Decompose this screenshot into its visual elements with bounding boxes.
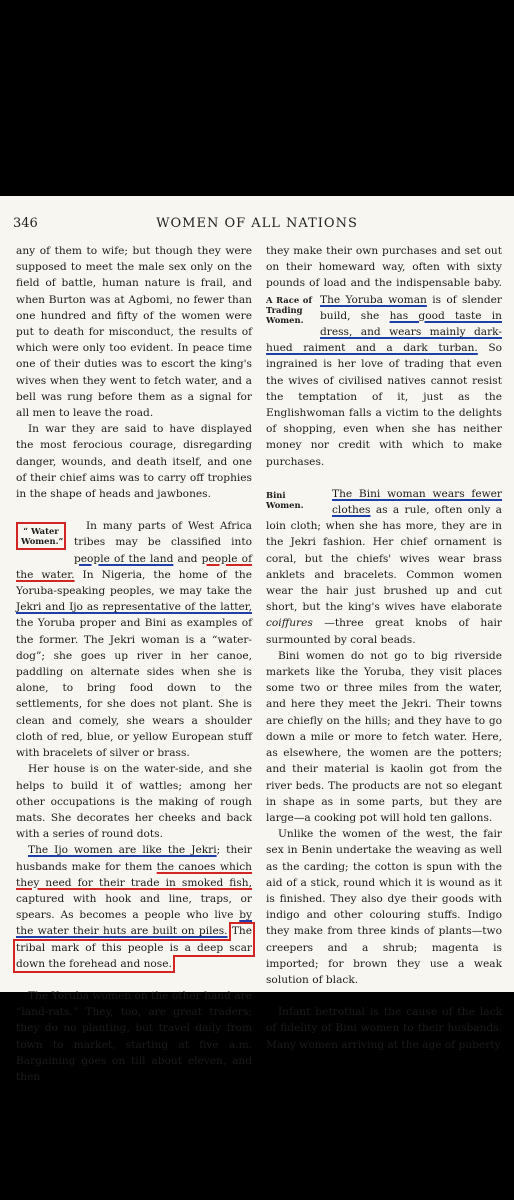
paragraph: any of them to wife; but though they were supposed to meet the male sex only on the field of battle, human nature is frail, and when Burton was at Agbomi, no fewer than one hundred and fifty of the women were put to death for misconduct, the results of which were only too evident. In peace time one of their duties was to escort the king's wives when they went to fetch water, and a bell was rung before them as a signal for all men to leave the road. [16,245,252,420]
paragraph: Bini Women. The Bini woman wears fewer clothes as a rule, often only a loin cloth; when she has more, they are in the Jekri fashion. Her chief ornament is coral, but the chiefs' wives wear brass anklets and bracelets. Common women wear the hair just brushed up and cut short, but the king's wives have elaborate coiffures —three great knobs of hair surmounted by coral beads. [266,487,502,646]
paragraph: Bini women do not go to big riverside markets like the Yoruba, they visit places some two or three miles from the water, and here they meet the Jekri. Their towns are chiefly on the hills; and they have to go down a mile or more to fetch water. Here, as elsewhere, the women are the potters; and their material is kaolin got from the river beds. The products are not so elegant in shape as in some parts, but they are large—a cooking pot will hold ten gallons. [266,649,502,824]
paragraph: Her house is on the water-side, and she helps to build it of wattles; among her other occupations is the making of rough mats. She decorates her cheeks and back with a series of round dots. [16,763,252,841]
paragraph: In war they are said to have displayed the most ferocious courage, disregarding danger, wounds, and death itself, and one of their chief aims was to carry off trophies in the shape of heads and jawbones. [16,423,252,501]
underlined-text: by the water their huts are built on piles. [16,909,252,938]
underlined-text: has good taste in dress, and wears mainly dark-hued raiment and a dark turban. [266,309,502,355]
underlined-text: the canoes which they need for their trade in smoked fish, [16,860,253,889]
boxed-text: The tribal mark of this people is a deep scar down the forehead and nose. [16,925,252,970]
page-number: 346 [13,216,38,231]
right-column [266,243,502,1053]
side-note-trading-women: A Race of Trading Women. [266,294,312,325]
underlined-text: The Yoruba woman [320,293,427,306]
paragraph: Unlike the women of the west, the fair sex in Benin undertake the weaving as well as the carding; the cotton is spun with the aid of a stick, round which it is wound as it is finished. They also dye their goods with indigo and other colouring stuffs. Indigo they make from three kinds of plants—two creepers and a shrub; magenta is imported; for brown they use a weak solution of black. [266,828,502,986]
side-note-water-women: “ Water Women.” [16,522,66,550]
book-page [0,196,514,1083]
paragraph: they make their own purchases and set out on their homeward way, often with sixty pounds of load and the indispensable baby. A Race of Trading Women. The Yoruba woman is of slender build, she has good taste in dress, and wears mainly dark-hued raiment and a dark turban. So ingrained is her love of trading that even the wives of civilised natives cannot resist the temptation of it, just as the Englishwoman falls a victim to the delights of shopping, even when she has neither money nor credit with which to make purchases. [266,245,502,468]
underlined-text: Jekri and Ijo as representative of the latter, [16,601,252,614]
paragraph: “ Water Women.” In many parts of West Africa tribes may be classified into people of the land and people of the water. In Nigeria, the home of the Yoruba-speaking peoples, we may take the Jekri and Ijo as representative of the latter, the Yoruba proper and Bini as examples of the former. The Jekri woman is a “water-dog”; she goes up river in her canoe, paddling on alternate sides when she is alone, to bring food down to the settlements, for she does not plant. She is clean and comely, she wears a shoulder cloth of red, blue, or yellow European stuff with bracelets of silver or brass. [16,520,252,760]
page-header [0,216,514,236]
left-column [16,243,252,1085]
side-note-bini-women: Bini Women. [266,489,304,510]
paragraph: Infant betrothal is the cause of the lack of fidelity of Bini women to their husbands. Many women arriving at the age of puberty [266,1006,502,1051]
underlined-text: people of the water. [16,552,252,581]
paragraph: The Yoruba women on the other hand are “land-rats.” They, too, are great traders; they do no planting, but travel daily from town to market, starting at five a.m. Bargaining goes on till about eleven, and then [16,989,252,1083]
paragraph: The Ijo women are like the Jekri; their husbands make for them the canoes which they need for their trade in smoked fish, captured with hook and line, traps, or spears. As becomes a people who live by the water their huts are built on piles. The tribal mark of this people is a deep scar down the forehead and nose. [16,844,253,970]
running-head: WOMEN OF ALL NATIONS [156,216,358,231]
underlined-text: The Bini woman wears fewer clothes [332,487,502,517]
underlined-text: The Ijo women are like the Jekri [28,844,217,857]
underlined-text: people of the land [74,552,174,565]
